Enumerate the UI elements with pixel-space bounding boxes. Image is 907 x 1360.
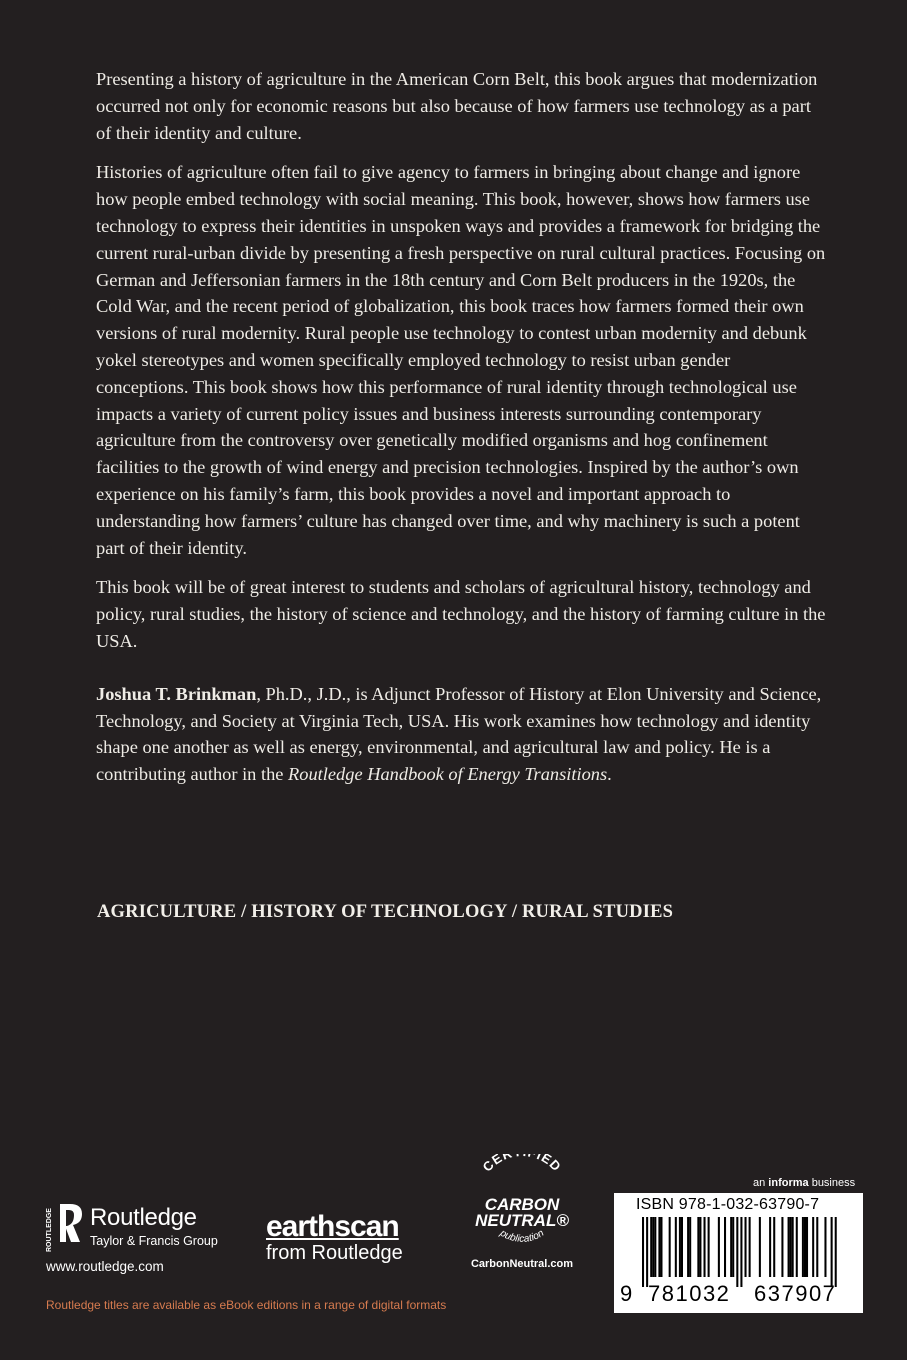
author-bio-text: , Ph.D., J.D., is Adjunct Professor of History at Elon University and Science, Technology, and Society at Virginia Tech, USA. His work examines how technology and identity shape one another as well as energy, environmental, and agricultural law and policy. He is a contributing author in the: [96, 683, 822, 785]
barcode-bar: [654, 1217, 656, 1277]
blurb-paragraph-1: Presenting a history of agriculture in the American Corn Belt, this book argues that modernization occurred not only for economic reasons but also because of how farmers use technology as a part of their identity and culture.: [96, 69, 818, 143]
barcode-bar: [769, 1217, 771, 1277]
barcode-bar: [681, 1217, 683, 1277]
barcode-bar: [724, 1217, 726, 1277]
barcode-bar: [652, 1217, 654, 1277]
author-bio: [96, 681, 826, 788]
barcode-bar: [773, 1217, 775, 1277]
barcode-bar: [740, 1217, 742, 1287]
barcode-bar: [658, 1217, 660, 1277]
barcode-bar: [669, 1217, 671, 1277]
informa-brand: informa: [768, 1177, 809, 1189]
blurb-paragraph-3: This book will be of great interest to students and scholars of agricultural history, technology and policy, rural studies, the history of science and technology, and the history of farming culture in the USA.: [96, 577, 826, 651]
barcode-digits-right: 637907: [754, 1281, 837, 1306]
barcode-bar: [812, 1217, 814, 1277]
carbon-line2: NEUTRAL®: [475, 1211, 569, 1230]
routledge-logo: [46, 1200, 246, 1256]
barcode-bar: [646, 1217, 648, 1287]
barcode-bar: [788, 1217, 790, 1277]
barcode-bar: [796, 1217, 798, 1277]
earthscan-wordmark: earthscan: [266, 1210, 399, 1243]
routledge-side-text: ROUTLEDGE: [46, 1208, 53, 1252]
barcode-digit-first: 9: [620, 1281, 634, 1306]
barcode-bar: [697, 1217, 699, 1277]
author-bio-end: .: [607, 764, 612, 785]
publisher-group: Taylor & Francis Group: [90, 1234, 218, 1248]
routledge-r-icon: [46, 1202, 86, 1254]
barcode-bar: [749, 1217, 751, 1277]
barcode-bar: [704, 1217, 706, 1277]
barcode-bar: [699, 1217, 701, 1277]
barcode-bar: [816, 1217, 818, 1277]
publisher-name: Routledge: [90, 1204, 197, 1231]
barcode-bar: [806, 1217, 808, 1277]
earthscan-logo: [266, 1212, 426, 1268]
barcode-bar: [804, 1217, 806, 1277]
barcode-bar: [824, 1217, 826, 1277]
barcode-bar: [802, 1217, 804, 1277]
barcode-bar: [660, 1217, 662, 1277]
author-name: Joshua T. Brinkman: [96, 683, 257, 704]
carbon-certified-text: CE IED: [479, 1154, 565, 1175]
subject-categories: AGRICULTURE / HISTORY OF TECHNOLOGY / RURAL STUDIES: [97, 902, 674, 922]
barcode-bar: [759, 1217, 761, 1277]
svg-text:CERTIFIED: [480, 1154, 565, 1175]
isbn-barcode: [614, 1193, 863, 1313]
barcode-bar: [687, 1217, 689, 1277]
carbon-publication-text: publication: [497, 1227, 547, 1245]
barcode-bar: [679, 1217, 681, 1277]
handbook-title: Routledge Handbook of Energy Transitions: [288, 764, 608, 785]
barcode-bar: [732, 1217, 734, 1277]
barcode-bar: [730, 1217, 732, 1277]
back-cover-copy: [96, 66, 826, 801]
informa-prefix: an: [753, 1177, 769, 1189]
barcode-bar: [831, 1217, 833, 1287]
barcode-bar: [650, 1217, 652, 1277]
barcode-bar: [792, 1217, 794, 1277]
ebook-note: Routledge titles are available as eBook editions in a range of digital formats: [46, 1298, 447, 1312]
barcode-bar: [835, 1217, 837, 1287]
barcode-bar: [736, 1217, 738, 1287]
barcode-bar: [718, 1217, 720, 1277]
barcode-digits-left: 781032: [648, 1281, 731, 1306]
barcode-bar: [689, 1217, 691, 1277]
isbn-label: ISBN 978-1-032-63790-7: [636, 1196, 820, 1213]
barcode-bar: [642, 1217, 644, 1287]
informa-suffix: business: [808, 1177, 856, 1189]
barcode-bar: [708, 1217, 710, 1277]
barcode-bar: [675, 1217, 677, 1277]
earthscan-subline: from Routledge: [266, 1242, 403, 1264]
barcode-bar: [781, 1217, 783, 1277]
carbon-neutral-badge-icon: [462, 1154, 582, 1258]
carbon-line1: CARBON: [484, 1195, 560, 1214]
barcode-bars: [622, 1217, 855, 1287]
informa-tagline: [753, 1177, 855, 1189]
carbon-neutral-logo: [462, 1154, 582, 1279]
barcode-bar: [790, 1217, 792, 1277]
publisher-url[interactable]: www.routledge.com: [46, 1259, 164, 1274]
barcode-bar: [745, 1217, 747, 1277]
blurb-paragraph-2: Histories of agriculture often fail to give agency to farmers in bringing about change and ignore how people embed technology with social meaning. This book, however, shows how farmers use technology to express their identities in unspoken ways and provides a framework for bridging the current rural-urban divide by presenting a fresh perspective on rural cultural practices. Focusing on German and Jeffersonian farmers in the 18th century and Corn Belt producers in the 1920s, the Cold War, and the recent period of globalization, this book traces how farmers formed their own versions of rural modernity. Rural people use technology to contest urban modernity and debunk yokel stereotypes and women specifically employed technology to resist urban gender conceptions. This book shows how this performance of rural identity through technological use impacts a variety of current policy issues and business interests surrounding contemporary agriculture from the controversy over genetically modified organisms and hog confinement facilities to the growth of wind energy and precision technologies. Inspired by the author’s own experience on his family’s farm, this book provides a novel and important approach to understanding how farmers’ culture has changed over time, and why machinery is such a potent part of their identity.: [96, 162, 826, 558]
carbon-neutral-url: CarbonNeutral.com: [470, 1258, 574, 1270]
